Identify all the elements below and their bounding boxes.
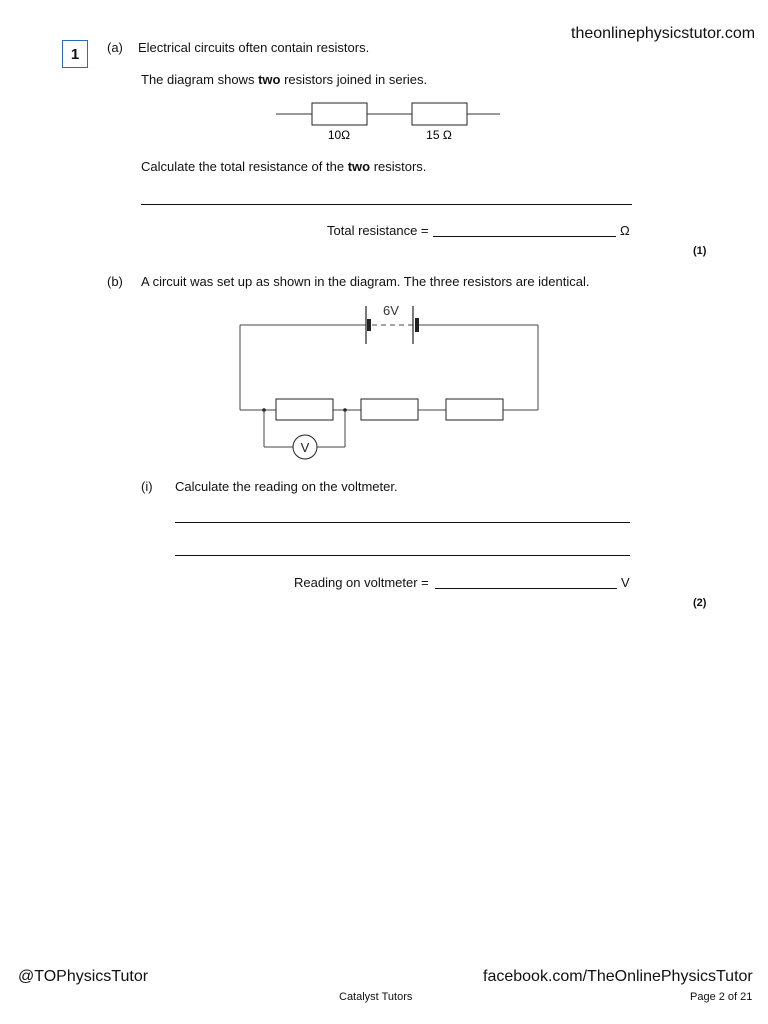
part-b-i-text: Calculate the reading on the voltmeter. xyxy=(175,479,398,494)
part-a-diagram-text: The diagram shows two resistors joined in series. xyxy=(141,72,428,87)
resistor-1 xyxy=(312,103,367,125)
question-number-box xyxy=(62,40,88,68)
circuit-diagram xyxy=(230,298,550,464)
part-a-marks: (1) xyxy=(693,245,707,257)
voltmeter-reading-answer-line[interactable] xyxy=(435,588,617,589)
footer-facebook: facebook.com/TheOnlinePhysicsTutor xyxy=(483,968,753,985)
resistor-c xyxy=(446,399,503,420)
part-a-calc-text: Calculate the total resistance of the two resistors. xyxy=(141,159,427,174)
total-resistance-unit: Ω xyxy=(620,223,630,238)
resistor-1-label: 10Ω xyxy=(327,128,351,142)
footer-twitter: @TOPhysicsTutor xyxy=(18,968,149,985)
answer-line[interactable] xyxy=(175,555,630,556)
site-url: theonlinephysicstutor.com xyxy=(571,25,756,42)
resistor-a xyxy=(276,399,333,420)
battery-voltage-label: 6V xyxy=(383,303,399,318)
voltmeter-reading-unit: V xyxy=(621,575,630,590)
part-b-label: (b) xyxy=(107,274,123,289)
resistor-2 xyxy=(412,103,467,125)
part-a-intro: Electrical circuits often contain resistors. xyxy=(138,40,370,55)
part-a-label: (a) xyxy=(107,40,123,55)
series-resistors-diagram xyxy=(276,98,502,144)
voltmeter-label: V xyxy=(300,440,310,455)
answer-line[interactable] xyxy=(141,204,632,205)
total-resistance-label: Total resistance = xyxy=(327,223,429,238)
resistor-b xyxy=(361,399,418,420)
voltmeter-reading-label: Reading on voltmeter = xyxy=(294,575,429,590)
part-b-intro: A circuit was set up as shown in the diagram. The three resistors are identical. xyxy=(141,274,590,289)
resistor-2-label: 15 Ω xyxy=(426,128,452,142)
total-resistance-answer-line[interactable] xyxy=(433,236,616,237)
page-number: Page 2 of 21 xyxy=(690,991,753,1003)
answer-line[interactable] xyxy=(175,522,630,523)
footer-center-text: Catalyst Tutors xyxy=(339,991,413,1003)
part-b-i-marks: (2) xyxy=(693,597,707,609)
question-number: 1 xyxy=(70,45,80,63)
part-b-i-label: (i) xyxy=(141,479,153,494)
